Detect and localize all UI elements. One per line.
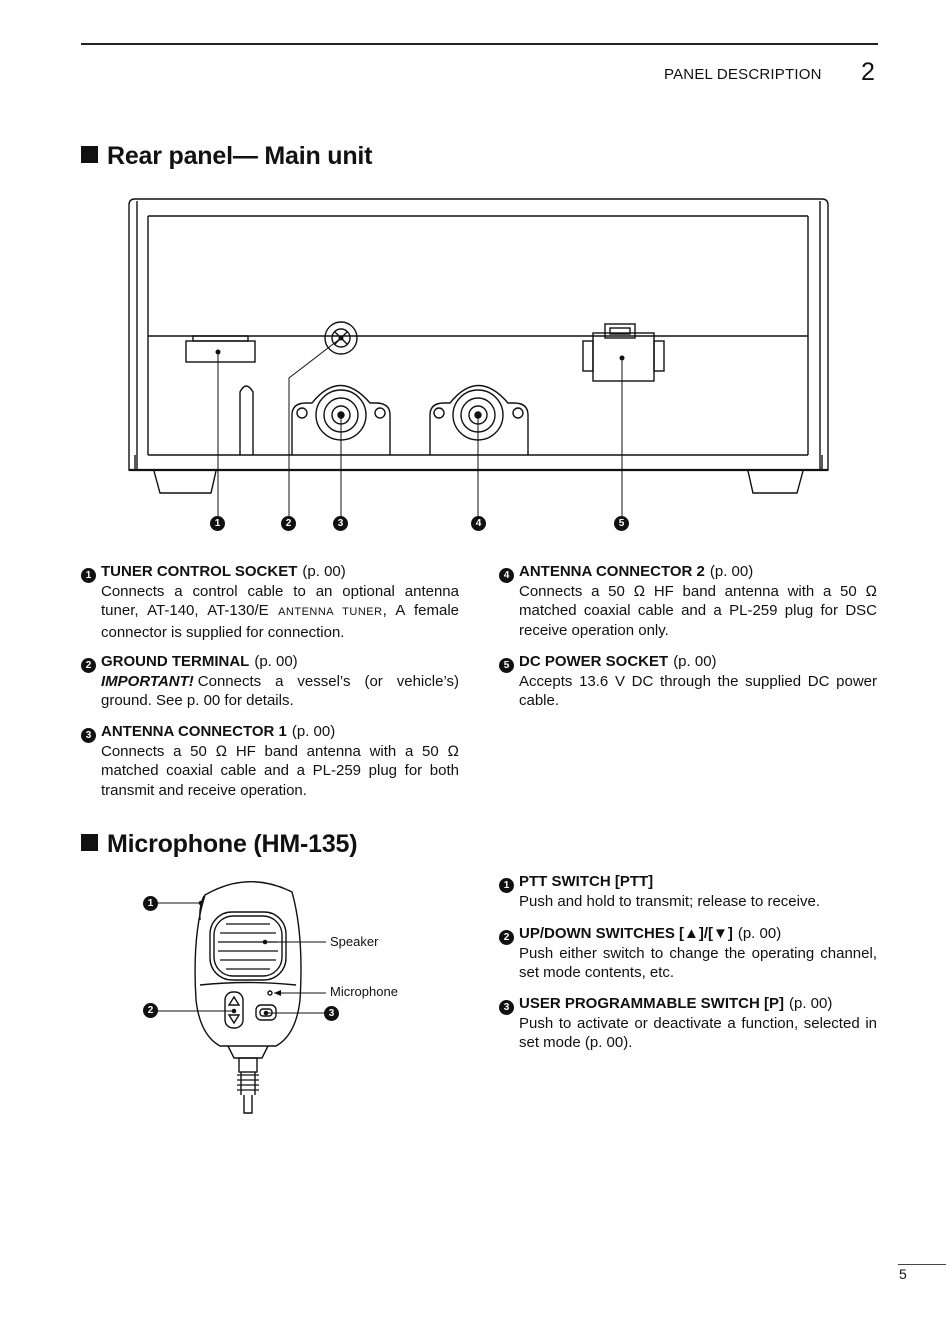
page-ref: (p. 00) xyxy=(254,653,298,670)
right-foot xyxy=(748,471,803,493)
item-title: UP/DOWN SWITCHES [▲]/[▼] xyxy=(519,925,733,942)
rear-panel-diagram xyxy=(0,0,950,560)
number-badge: 5 xyxy=(499,658,514,673)
number-badge: 1 xyxy=(499,878,514,893)
page-ref: (p. 00) xyxy=(302,563,346,580)
item-description: Push either switch to change the operating channel, set mode contents, etc. xyxy=(519,944,877,981)
number-badge: 2 xyxy=(81,658,96,673)
speaker-label: Speaker xyxy=(330,934,379,949)
mic-item-2 xyxy=(499,924,877,983)
mic-body-shape xyxy=(195,882,301,1046)
mic-callout-number-1: 1 xyxy=(143,896,158,911)
section-label: PANEL DESCRIPTION xyxy=(664,66,822,83)
number-badge: 3 xyxy=(81,728,96,743)
item-description: Connects a control cable to an optional antenna tuner, AT-140, AT-130/E ANTENNA TUNER, A female connector is supplied for connection. xyxy=(101,582,460,641)
microphone-label: Microphone xyxy=(330,984,398,999)
number-badge: 4 xyxy=(499,568,514,583)
item-title: DC POWER SOCKET xyxy=(519,653,669,670)
rear-item-5 xyxy=(499,652,877,711)
rear-item-4 xyxy=(499,562,877,640)
mic-callout-number-2: 2 xyxy=(143,1003,158,1018)
page-ref: (p. 00) xyxy=(789,995,833,1012)
antenna-connector-2-shape xyxy=(430,386,528,456)
item-description: Connects a 50 Ω HF band antenna with a 50 Ω matched coaxial cable and a PL-259 plug for both transmit and receive operation. xyxy=(101,742,459,799)
left-foot xyxy=(154,471,216,493)
rear-item-3 xyxy=(81,722,459,800)
item-description: Connects a 50 Ω HF band antenna with a 50 Ω matched coaxial cable and a PL-259 plug for DSC receive operation only. xyxy=(519,582,877,639)
page-ref: (p. 00) xyxy=(291,723,336,740)
rear-item-1 xyxy=(81,562,459,642)
mic-item-3 xyxy=(499,994,877,1053)
slot-shape xyxy=(240,386,253,455)
item-description: Push and hold to transmit; release to receive. xyxy=(519,892,820,910)
rear-item-2 xyxy=(81,652,459,711)
footer-rule xyxy=(898,1264,946,1265)
page-number: 5 xyxy=(899,1266,907,1282)
callout-number-3: 3 xyxy=(333,516,348,531)
item-description: Push to activate or deactivate a function, selected in set mode (p. 00). xyxy=(519,1014,877,1051)
item-title: TUNER CONTROL SOCKET xyxy=(101,563,298,580)
mic-callout-number-3: 3 xyxy=(324,1006,339,1021)
number-badge: 3 xyxy=(499,1000,514,1015)
callout-number-2: 2 xyxy=(281,516,296,531)
item-title: ANTENNA CONNECTOR 2 xyxy=(519,563,705,580)
page-ref: (p. 00) xyxy=(737,925,782,942)
page-ref: (p. 00) xyxy=(709,563,754,580)
item-title: ANTENNA CONNECTOR 1 xyxy=(101,723,287,740)
rear-panel-title: Rear panel— Main unit xyxy=(81,142,372,171)
item-description: IMPORTANT! Connects a vessel’s (or vehicle’s) ground. See p. 00 for details. xyxy=(101,672,459,709)
callout-number-5: 5 xyxy=(614,516,629,531)
item-title: GROUND TERMINAL xyxy=(101,653,250,670)
microphone-title: Microphone (HM-135) xyxy=(81,830,357,859)
number-badge: 2 xyxy=(499,930,514,945)
chapter-number: 2 xyxy=(861,58,875,86)
callout-number-1: 1 xyxy=(210,516,225,531)
item-description: Accepts 13.6 V DC through the supplied DC power cable. xyxy=(519,672,877,709)
important-label: IMPORTANT! xyxy=(101,672,194,690)
item-title: USER PROGRAMMABLE SWITCH [P] xyxy=(519,995,784,1012)
page-ref: (p. 00) xyxy=(673,653,717,670)
square-bullet-icon xyxy=(81,834,98,851)
number-badge: 1 xyxy=(81,568,96,583)
tuner-socket-shape xyxy=(186,341,255,362)
mic-item-1 xyxy=(499,872,877,911)
item-title: PTT SWITCH [PTT] xyxy=(519,873,654,890)
callout-number-4: 4 xyxy=(471,516,486,531)
